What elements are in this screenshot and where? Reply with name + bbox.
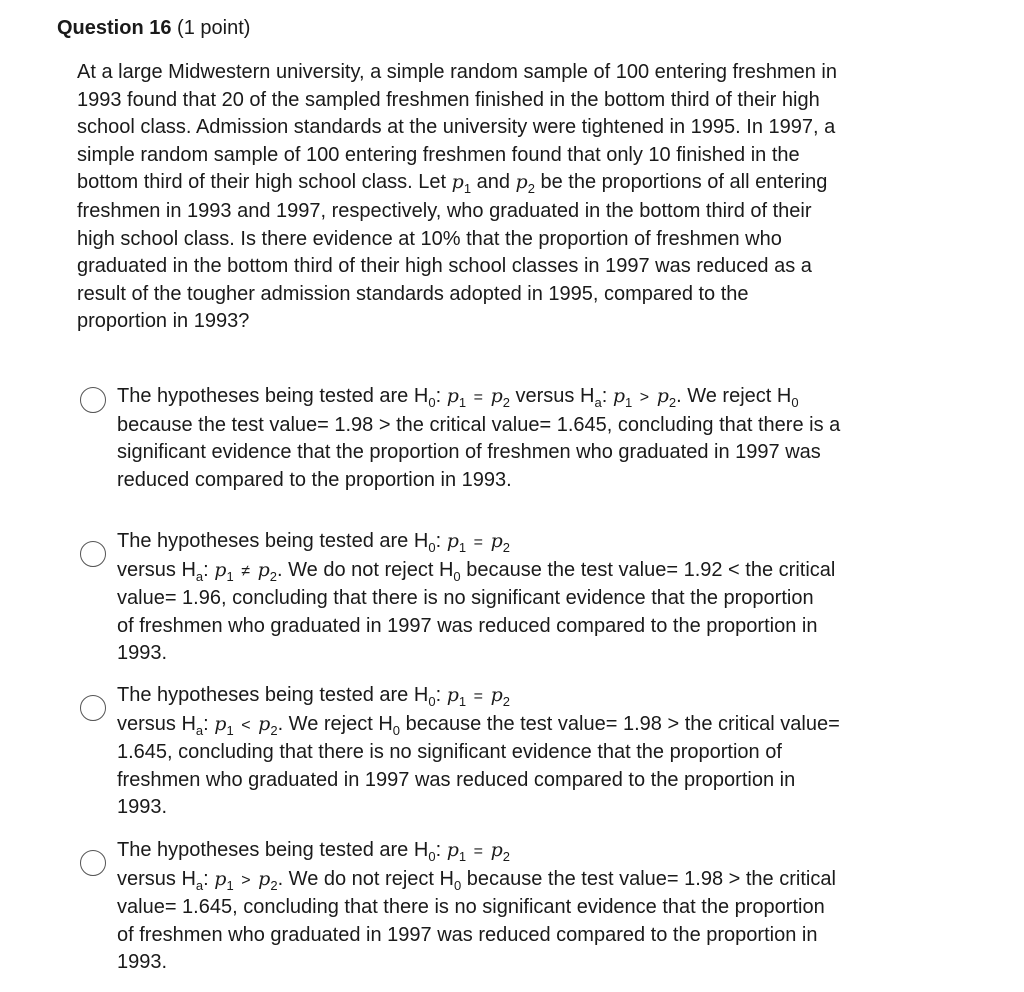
stem-line: At a large Midwestern university, a simple random sample of 100 entering freshmen in — [77, 61, 837, 83]
stem-line: high school class. Is there evidence at 10% that the proportion of freshmen who — [77, 227, 782, 250]
stem-line: 1993 found that 20 of the sampled freshmen finished in the bottom third of their high — [77, 88, 820, 111]
radio-button[interactable] — [80, 387, 106, 413]
option-text: The hypotheses being tested are $H_0$: $p_1 = p_2$ versus $H_a$: $p_1 < p_2$. We reject $H_0$ because the test value= 1.98 > the critical value= 1.645, concluding that there is no significant evidence that the proportion of freshmen who graduated in 1997 was reduced compared to the proportion in 1993. — [117, 684, 840, 819]
question-stem — [77, 59, 967, 336]
stem-line: graduated in the bottom third of their high school classes in 1997 was reduced as a — [77, 255, 812, 278]
stem-line: result of the tougher admission standards adopted in 1995, compared to the — [77, 282, 749, 305]
option-text: The hypotheses being tested are $H_0$: $p_1 = p_2$ versus $H_a$: $p_1 \ne p_2$. We do not reject $H_0$ because the test value= 1.92 < the critical value= 1.96, concluding that there is no significant evidence that the proportion of freshmen who graduated in 1997 was reduced compared to the proportion in 1993. — [117, 530, 836, 665]
radio-button[interactable] — [80, 695, 106, 721]
stem-line: proportion in 1993? — [77, 310, 250, 333]
stem-line: simple random sample of 100 entering freshmen found that only 10 finished in the — [77, 143, 800, 166]
stem-line: bottom third of their high school class. Let $p_1$ and $p_2$ be the proportions of all entering — [77, 171, 828, 197]
question-title: Question 16 — [57, 17, 172, 39]
question-points: (1 point) — [177, 17, 251, 39]
option-text: The hypotheses being tested are $H_0$: $p_1 = p_2$ versus $H_a$: $p_1 > p_2$. We reject $H_0$ because the test value= 1.98 > the critical value= 1.645, concluding that there is a significant evidence that the proportion of freshmen who graduated in 1997 was reduced compared to the proportion in 1993. — [117, 385, 841, 491]
radio-button[interactable] — [80, 541, 106, 567]
stem-line: freshmen in 1993 and 1997, respectively, who graduated in the bottom third of their — [77, 199, 812, 222]
question-header — [57, 14, 250, 42]
stem-line: school class. Admission standards at the university were tightened in 1995. In 1997, a — [77, 116, 836, 139]
radio-button[interactable] — [80, 850, 106, 876]
option-text: The hypotheses being tested are $H_0$: $p_1 = p_2$ versus $H_a$: $p_1 > p_2$. We do not reject $H_0$ because the test value= 1.98 > the critical value= 1.645, concluding that there is no significant evidence that the proportion of freshmen who graduated in 1997 was reduced compared to the proportion in 1993. — [117, 839, 836, 974]
